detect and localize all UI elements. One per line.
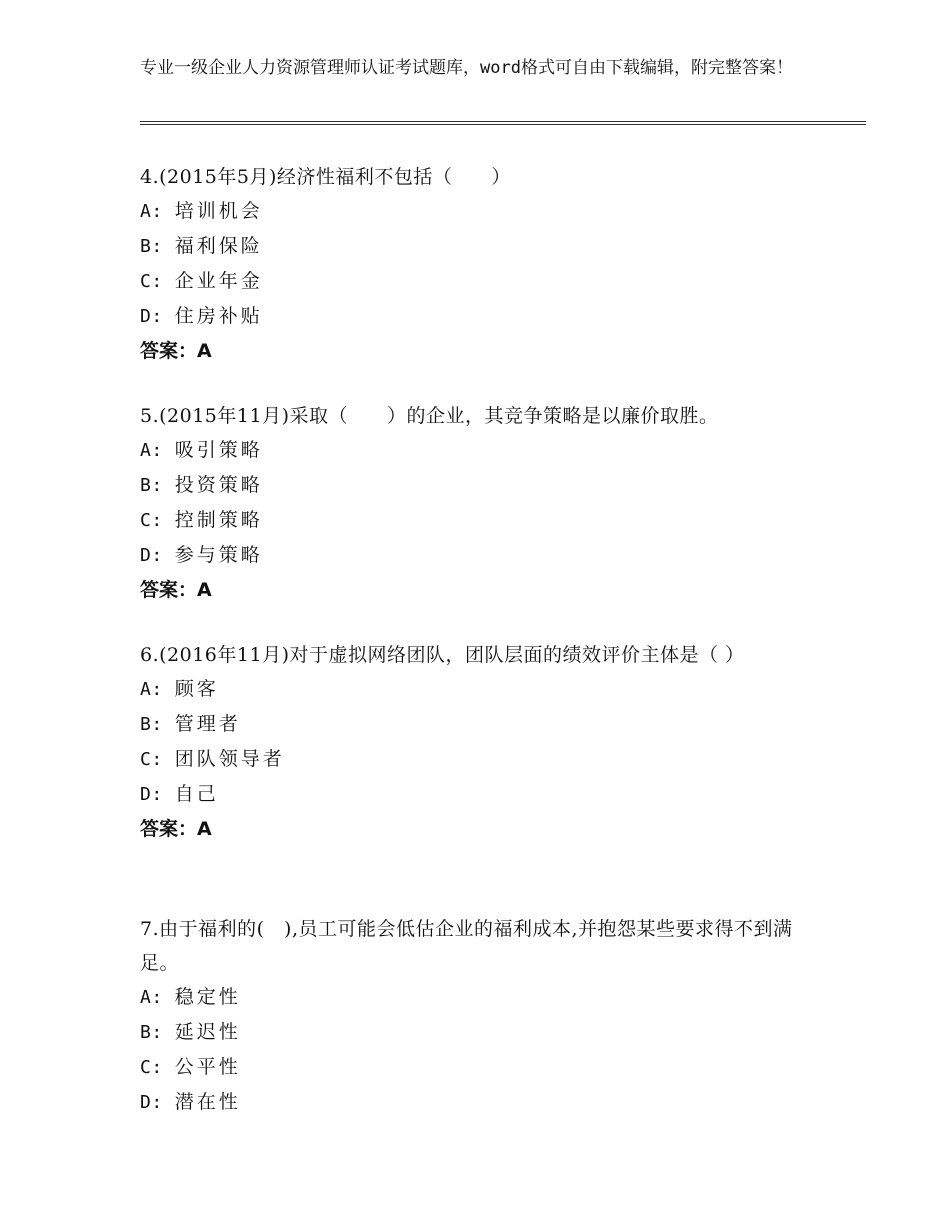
question-7 xyxy=(140,912,800,1120)
option-letter: B: xyxy=(140,714,163,735)
option-letter: A: xyxy=(140,201,163,222)
option-text: 管理者 xyxy=(174,713,241,735)
option-letter: A: xyxy=(140,679,163,700)
option-letter: D: xyxy=(140,784,163,805)
option-c xyxy=(140,503,820,538)
option-b xyxy=(140,229,820,264)
option-letter: C: xyxy=(140,510,163,531)
answer-label: 答案：A xyxy=(140,340,212,362)
option-text: 住房补贴 xyxy=(174,305,263,327)
question-4 xyxy=(140,160,820,368)
option-text: 公平性 xyxy=(174,1056,241,1078)
option-c xyxy=(140,264,820,299)
option-b xyxy=(140,468,820,503)
option-b xyxy=(140,1015,800,1050)
header-rule-bottom xyxy=(140,124,866,125)
option-d xyxy=(140,299,820,334)
option-letter: D: xyxy=(140,1092,163,1113)
option-letter: C: xyxy=(140,1057,163,1078)
option-a xyxy=(140,980,800,1015)
option-text: 控制策略 xyxy=(174,509,263,531)
option-a xyxy=(140,672,780,707)
option-letter: B: xyxy=(140,475,163,496)
option-letter: D: xyxy=(140,545,163,566)
option-text: 企业年金 xyxy=(174,270,263,292)
question-stem: 5.(2015年11月)采取（ ）的企业，其竞争策略是以廉价取胜。 xyxy=(140,405,719,427)
option-text: 福利保险 xyxy=(174,235,263,257)
option-text: 自己 xyxy=(174,783,219,805)
option-text: 培训机会 xyxy=(174,200,263,222)
option-letter: A: xyxy=(140,987,163,1008)
question-stem: 4.(2015年5月)经济性福利不包括（ ） xyxy=(140,166,511,188)
question-6 xyxy=(140,638,780,846)
option-a xyxy=(140,433,820,468)
header-rule-top xyxy=(140,121,866,122)
option-d xyxy=(140,538,820,573)
option-text: 吸引策略 xyxy=(174,439,263,461)
question-5 xyxy=(140,399,820,607)
option-letter: A: xyxy=(140,440,163,461)
option-text: 投资策略 xyxy=(174,474,263,496)
option-letter: B: xyxy=(140,1022,163,1043)
option-d xyxy=(140,777,780,812)
option-letter: D: xyxy=(140,306,163,327)
option-letter: B: xyxy=(140,236,163,257)
answer-label: 答案：A xyxy=(140,579,212,601)
option-b xyxy=(140,707,780,742)
option-a xyxy=(140,194,820,229)
answer-label: 答案：A xyxy=(140,818,212,840)
question-stem: 7.由于福利的( ),员工可能会低估企业的福利成本,并抱怨某些要求得不到满足。 xyxy=(140,918,793,974)
option-c xyxy=(140,742,780,777)
question-stem: 6.(2016年11月)对于虚拟网络团队，团队层面的绩效评价主体是（ ） xyxy=(140,644,745,666)
option-text: 顾客 xyxy=(174,678,219,700)
option-text: 延迟性 xyxy=(174,1021,241,1043)
option-text: 团队领导者 xyxy=(174,748,285,770)
option-text: 参与策略 xyxy=(174,544,263,566)
option-text: 稳定性 xyxy=(174,986,241,1008)
document-header: 专业一级企业人力资源管理师认证考试题库，word格式可自由下载编辑，附完整答案！ xyxy=(140,58,793,78)
option-c xyxy=(140,1050,800,1085)
option-letter: C: xyxy=(140,749,163,770)
option-letter: C: xyxy=(140,271,163,292)
option-d xyxy=(140,1085,800,1120)
option-text: 潜在性 xyxy=(174,1091,241,1113)
